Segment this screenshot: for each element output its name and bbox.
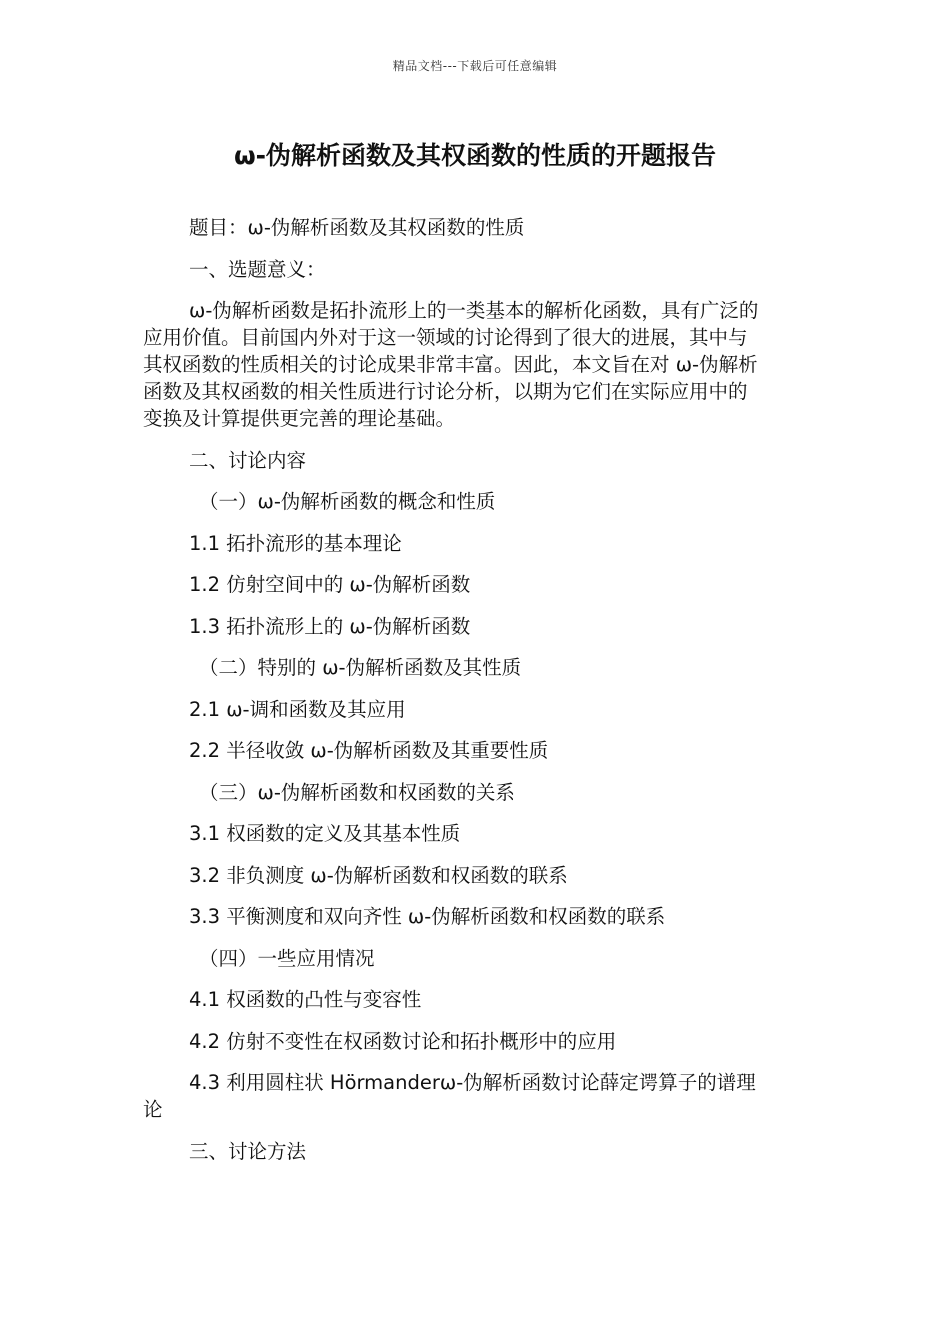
outline-item: 4.2 仿射不变性在权函数讨论和拓扑概形中的应用 [189, 1029, 617, 1053]
paragraph-line: ω-伪解析函数是拓扑流形上的一类基本的解析化函数，具有广泛的 [189, 299, 759, 322]
paragraph-line: 4.3 利用圆柱状 Hörmanderω-伪解析函数讨论薛定谔算子的谱理 [189, 1071, 756, 1094]
document-title: ω-伪解析函数及其权函数的性质的开题报告 [233, 141, 717, 170]
section1-paragraph [143, 297, 803, 432]
paragraph-line: 函数及其权函数的相关性质进行讨论分析，以期为它们在实际应用中的 [143, 380, 748, 403]
paragraph-line: 应用价值。目前国内外对于这一领域的讨论得到了很大的进展，其中与 [143, 326, 748, 349]
outline-item: 3.1 权函数的定义及其基本性质 [189, 822, 461, 845]
section2-heading: 二、讨论内容 [189, 448, 307, 472]
paragraph-line: 其权函数的性质相关的讨论成果非常丰富。因此，本文旨在对 ω-伪解析 [143, 353, 758, 376]
document-body [143, 214, 803, 1179]
outline-item-wrapped [143, 1069, 803, 1123]
section3-heading: 三、讨论方法 [189, 1139, 307, 1163]
outline-item: 2.1 ω-调和函数及其应用 [189, 697, 406, 721]
paragraph-line: 论 [143, 1098, 163, 1121]
outline-subheading: （四）一些应用情况 [199, 946, 375, 970]
section1-heading: 一、选题意义： [189, 257, 326, 281]
outline-subheading: （三）ω-伪解析函数和权函数的关系 [199, 780, 515, 804]
outline-item: 3.2 非负测度 ω-伪解析函数和权函数的联系 [189, 863, 568, 887]
topic-line: 题目：ω-伪解析函数及其权函数的性质 [189, 216, 525, 239]
outline-subheading: （二）特别的 ω-伪解析函数及其性质 [199, 656, 522, 679]
outline-subheading: （一）ω-伪解析函数的概念和性质 [199, 490, 496, 513]
paragraph-line: 变换及计算提供更完善的理论基础。 [143, 407, 456, 430]
outline-item: 2.2 半径收敛 ω-伪解析函数及其重要性质 [189, 739, 549, 762]
outline-item: 1.3 拓扑流形上的 ω-伪解析函数 [189, 614, 471, 638]
outline-item: 3.3 平衡测度和双向齐性 ω-伪解析函数和权函数的联系 [189, 905, 666, 928]
outline-item: 1.1 拓扑流形的基本理论 [189, 531, 402, 555]
header-note: 精品文档---下载后可任意编辑 [392, 59, 558, 73]
outline-item: 4.1 权函数的凸性与变容性 [189, 988, 422, 1011]
outline-item: 1.2 仿射空间中的 ω-伪解析函数 [189, 573, 471, 596]
